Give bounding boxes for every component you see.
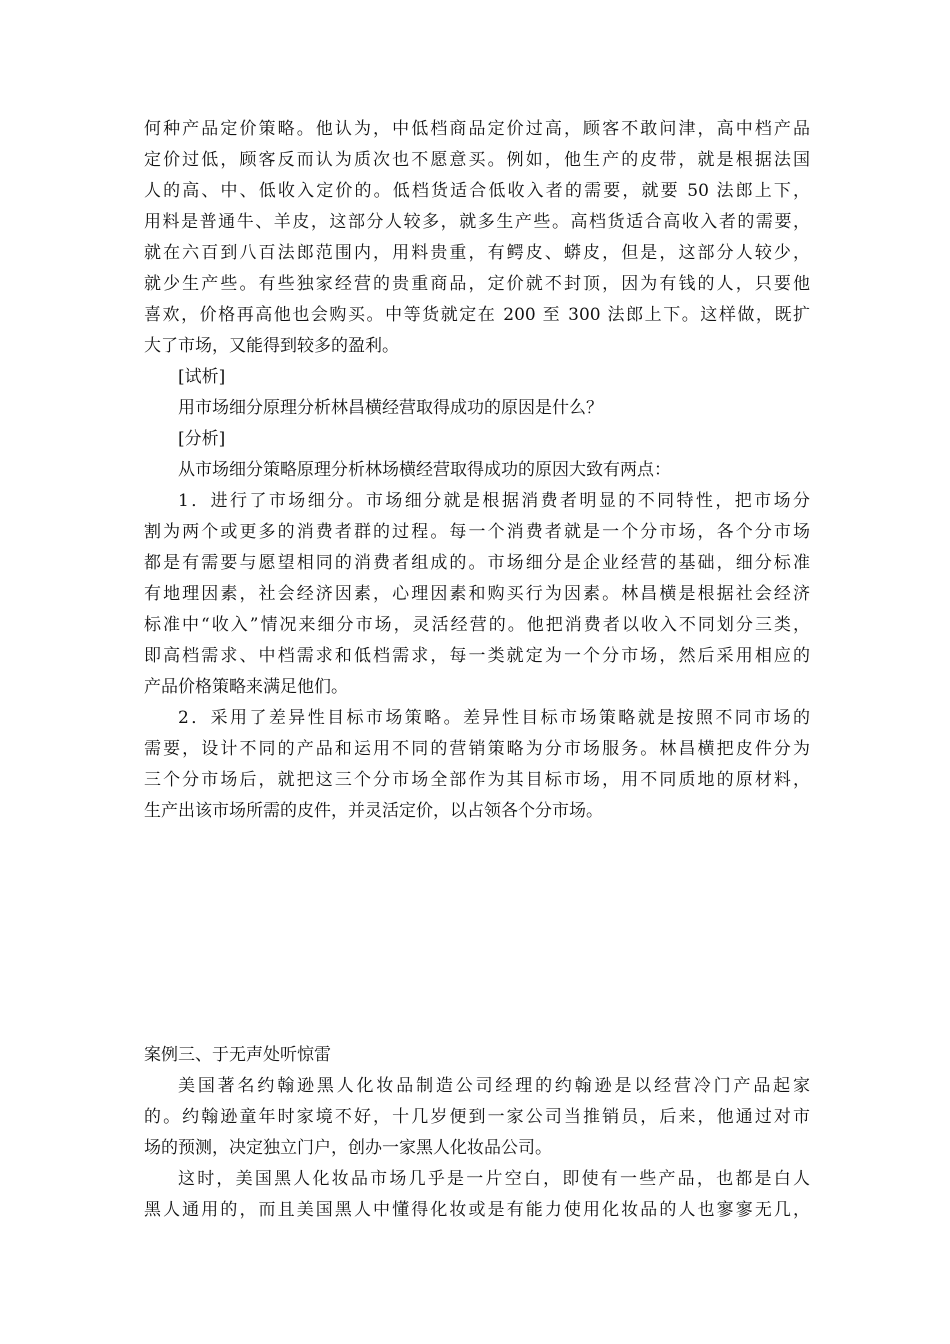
analysis-intro: 从市场细分策略原理分析林场横经营取得成功的原因大致有两点： xyxy=(178,460,671,480)
paragraph-line: 这时，美国黑人化妆品市场几乎是一片空白，即使有一些产品，也都是白人 xyxy=(178,1169,810,1189)
point-1-paragraph xyxy=(144,486,810,703)
paragraph-line: 割为两个或更多的消费者群的过程。每一个消费者就是一个分市场，各个分市场 xyxy=(144,522,810,542)
paragraph-line: 标准中“收入”情况来细分市场，灵活经营的。他把消费者以收入不同划分三类， xyxy=(144,615,810,635)
paragraph-line: 有地理因素，社会经济因素，心理因素和购买行为因素。林昌横是根据社会经济 xyxy=(144,584,810,604)
paragraph-line: 即高档需求、中档需求和低档需求，每一类就定为一个分市场，然后采用相应的 xyxy=(144,646,810,666)
paragraph-line: 定价过低，顾客反而认为质次也不愿意买。例如，他生产的皮带，就是根据法国 xyxy=(144,150,810,170)
paragraph-line: 都是有需要与愿望相同的消费者组成的。市场细分是企业经营的基础，细分标准 xyxy=(144,553,810,573)
trial-heading: [试析] xyxy=(178,367,226,387)
paragraph-line: 用料是普通牛、羊皮，这部分人较多，就多生产些。高档货适合高收入者的需要， xyxy=(144,212,810,232)
paragraph-line: 就少生产些。有些独家经营的贵重商品，定价就不封顶，因为有钱的人，只要他 xyxy=(144,274,810,294)
paragraph-line: 需要，设计不同的产品和运用不同的营销策略为分市场服务。林昌横把皮件分为 xyxy=(144,739,810,759)
paragraph-line: 人的高、中、低收入定价的。低档货适合低收入者的需要，就要 50 法郎上下， xyxy=(144,181,810,201)
paragraph-line: 2．采用了差异性目标市场策略。差异性目标市场策略就是按照不同市场的 xyxy=(178,708,810,728)
point-2-paragraph xyxy=(144,703,810,827)
paragraph-line: 喜欢，价格再高他也会购买。中等货就定在 200 至 300 法郎上下。这样做，既扩 xyxy=(144,305,810,325)
question-text: 用市场细分原理分析林昌横经营取得成功的原因是什么？ xyxy=(178,398,603,418)
case-three-section xyxy=(144,1040,810,1226)
paragraph-line: 场的预测，决定独立门户，创办一家黑人化妆品公司。 xyxy=(144,1138,552,1158)
paragraph-line: 产品价格策略来满足他们。 xyxy=(144,677,348,697)
case-analysis-section xyxy=(144,114,810,827)
market-paragraph xyxy=(144,1164,810,1226)
paragraph-line: 的。约翰逊童年时家境不好，十几岁便到一家公司当推销员，后来，他通过对市 xyxy=(144,1107,810,1127)
paragraph-line: 1．进行了市场细分。市场细分就是根据消费者明显的不同特性，把市场分 xyxy=(178,491,810,511)
paragraph-line: 何种产品定价策略。他认为，中低档商品定价过高，顾客不敢问津，高中档产品 xyxy=(144,119,810,139)
paragraph-line: 生产出该市场所需的皮件，并灵活定价，以占领各个分市场。 xyxy=(144,801,603,821)
johnson-intro-paragraph xyxy=(144,1071,810,1164)
analysis-heading: [分析] xyxy=(178,429,226,449)
paragraph-line: 黑人通用的，而且美国黑人中懂得化妆或是有能力使用化妆品的人也寥寥无几， xyxy=(144,1200,810,1220)
paragraph-line: 大了市场，又能得到较多的盈利。 xyxy=(144,336,399,356)
case-title: 案例三、于无声处听惊雷 xyxy=(144,1045,331,1065)
pricing-paragraph xyxy=(144,114,810,362)
paragraph-line: 就在六百到八百法郎范围内，用料贵重，有鳄皮、蟒皮，但是，这部分人较少， xyxy=(144,243,810,263)
paragraph-line: 美国著名约翰逊黑人化妆品制造公司经理的约翰逊是以经营冷门产品起家 xyxy=(178,1076,810,1096)
paragraph-line: 三个分市场后，就把这三个分市场全部作为其目标市场，用不同质地的原材料， xyxy=(144,770,810,790)
